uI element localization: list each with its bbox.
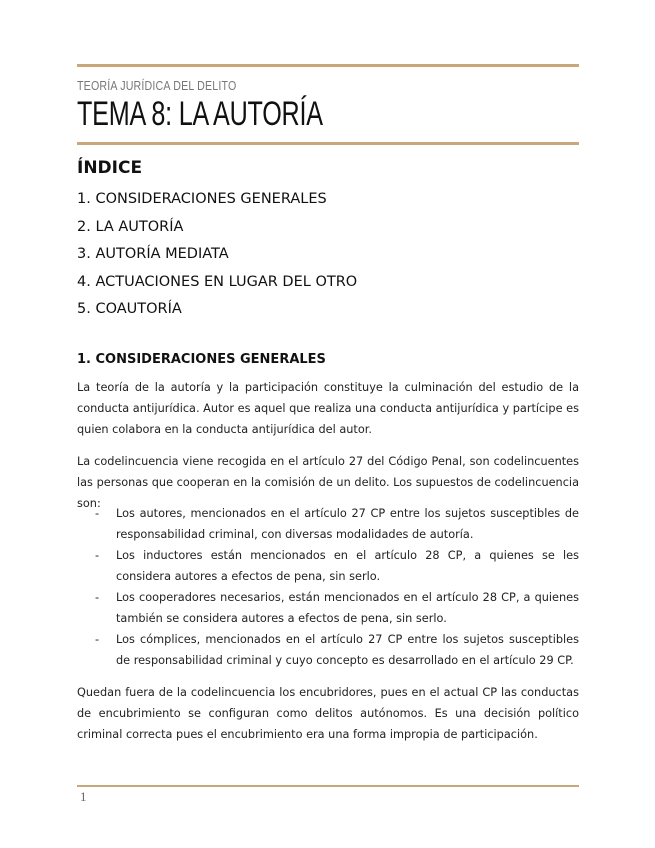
toc-item: 3. AUTORÍA MEDIATA bbox=[77, 246, 229, 262]
list-item bbox=[77, 503, 579, 545]
list-item bbox=[77, 545, 579, 587]
footer-rule bbox=[77, 785, 579, 787]
toc-item: 2. LA AUTORÍA bbox=[77, 218, 184, 235]
index-heading: ÍNDICE bbox=[77, 158, 143, 178]
paragraph: Quedan fuera de la codelincuencia los encubridores, pues en el actual CP las conductas de encubrimiento se configuran como delitos autónomos. Es una decisión político criminal correcta pues el encubrimiento era una forma impropia de participación. bbox=[77, 686, 579, 741]
codelincuencia-list bbox=[77, 503, 579, 671]
list-item-text: Los cómplices, mencionados en el artículo 27 CP entre los sujetos susceptibles de responsabilidad criminal y cuyo concepto es desarrollado en el artículo 29 CP. bbox=[116, 633, 579, 667]
toc-item: 4. ACTUACIONES EN LUGAR DEL OTRO bbox=[77, 273, 358, 290]
list-item-text: Los inductores están mencionados en el artículo 28 CP, a quienes se les considera autores a efectos de pena, sin serlo. bbox=[116, 549, 579, 583]
toc-item: 1. CONSIDERACIONES GENERALES bbox=[77, 191, 327, 207]
paragraph: La codelincuencia viene recogida en el artículo 27 del Código Penal, son codelincuentes las personas que cooperan en la comisión de un delito. Los supuestos de codelincuencia son: bbox=[77, 455, 579, 510]
toc-item: 5. COAUTORÍA bbox=[77, 301, 182, 317]
paragraph: La teoría de la autoría y la participación constituye la culminación del estudio de la conducta antijurídica. Autor es aquel que realiza una conducta antijurídica y partícipe es quien colabora en la conducta antijurídica del autor. bbox=[77, 381, 579, 436]
bullet-dash: - bbox=[95, 549, 100, 562]
bullet-dash: - bbox=[95, 633, 100, 646]
list-item-text: Los cooperadores necesarios, están mencionados en el artículo 28 CP, a quienes también se considera autores a efectos de pena, sin serlo. bbox=[116, 591, 579, 625]
subject-kicker: TEORÍA JURÍDICA DEL DELITO bbox=[77, 78, 237, 93]
table-of-contents bbox=[77, 188, 357, 326]
section-heading: 1. CONSIDERACIONES GENERALES bbox=[77, 352, 326, 367]
bullet-dash: - bbox=[95, 591, 100, 604]
header-bottom-rule bbox=[77, 142, 579, 145]
list-item bbox=[77, 629, 579, 671]
list-item-text: Los autores, mencionados en el artículo 27 CP entre los sujetos susceptibles de responsabilidad criminal, con diversas modalidades de autoría. bbox=[116, 507, 579, 541]
list-item bbox=[77, 587, 579, 629]
bullet-dash: - bbox=[95, 507, 100, 520]
header-top-rule bbox=[77, 64, 579, 67]
page-number: 1 bbox=[80, 789, 87, 804]
page-title: TEMA 8: LA AUTORÍA bbox=[77, 95, 323, 133]
